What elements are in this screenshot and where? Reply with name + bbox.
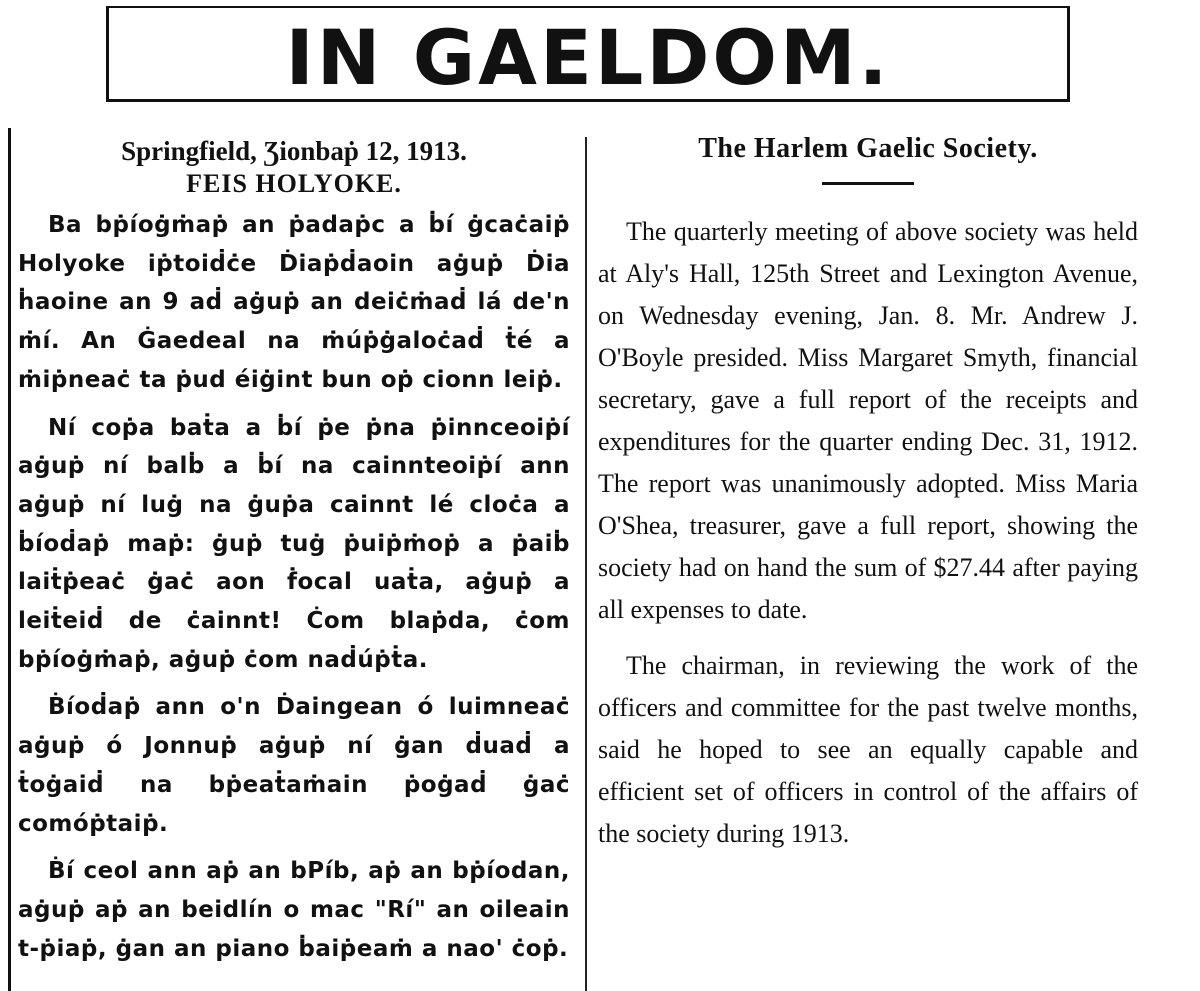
- article-paragraph: The chairman, in reviewing the work of the officers and committee for the past twelve months, said he hoped to see an equally capable and efficient set of officers in control of the affairs of the society during 1913.: [598, 651, 1138, 848]
- masthead-box: [106, 6, 1070, 102]
- dateline: Springfield, Ʒionbaṗ 12, 1913.: [121, 136, 467, 166]
- feis-holyoke-heading: FEIS HOLYOKE.: [186, 169, 402, 198]
- left-column: [18, 128, 570, 977]
- gaelic-paragraph: Ní coṗa baṫa a ḃí ṗe ṗna ṗinnceoiṗí aġuṗ ní balḃ a ḃí na cainnteoiṗí ann aġuṗ ní luġ na ġuṗa cainnt lé cloċa a ḃíoḋaṗ maṗ: ġuṗ tuġ ṗuiṗṁoṗ a ṗaiḃ laiṫṗeaċ ġaċ aon ḟocal uaṫa, aġuṗ a leiṫeiḋ de ċainnt! Ċom blaṗda, ċom bṗíoġṁaṗ, aġuṗ ċom naḋúṗṫa.: [18, 414, 570, 673]
- title-divider: [822, 182, 914, 185]
- gaelic-article-body: [18, 206, 570, 968]
- gaelic-paragraph: Ba bṗíoġṁaṗ an ṗadaṗc a ḃí ġcaċaiṗ Holyoke iṗtoiḋċe Ḋiaṗḋaoin aġuṗ Ḋia ḣaoine an 9 aḋ aġuṗ an deiċṁaḋ lá de'n ṁí. An Ġaedeal na ṁúṗġaloċaḋ ṫé a ṁiṗneaċ ta ṗud éiġint bun oṗ cionn leiṗ.: [18, 212, 570, 393]
- left-column-rule: [8, 128, 11, 991]
- masthead-title: IN GAELDOM.: [285, 13, 891, 102]
- harlem-article-title: The Harlem Gaelic Society.: [698, 133, 1038, 164]
- right-column: [598, 128, 1138, 869]
- harlem-article-body: [598, 211, 1138, 855]
- column-divider: [585, 137, 587, 991]
- gaelic-paragraph: Ḃí ceol ann aṗ an bPíb, aṗ an bṗíodan, aġuṗ aṗ an beidlín o mac "Rí" an oileain t-ṗiaṗ, ġan an piano ḃaiṗeaṁ a nao' ċoṗ.: [18, 858, 570, 962]
- gaelic-paragraph: Ḃíoḋaṗ ann o'n Ḋaingean ó luimneaċ aġuṗ ó Jonnuṗ aġuṗ ní ġan ḋuaḋ a ṫoġaiḋ na bṗeaṫaṁain ṗoġaḋ ġaċ comóṗtaiṗ.: [18, 694, 570, 837]
- article-paragraph: The quarterly meeting of above society was held at Aly's Hall, 125th Street and Lexington Avenue, on Wednesday evening, Jan. 8. Mr. Andrew J. O'Boyle presided. Miss Margaret Smyth, financial secretary, gave a full report of the receipts and expenditures for the quarter ending Dec. 31, 1912. The report was unanimously adopted. Miss Maria O'Shea, treasurer, gave a full report, showing the society had on hand the sum of $27.44 after paying all expenses to date.: [598, 217, 1138, 624]
